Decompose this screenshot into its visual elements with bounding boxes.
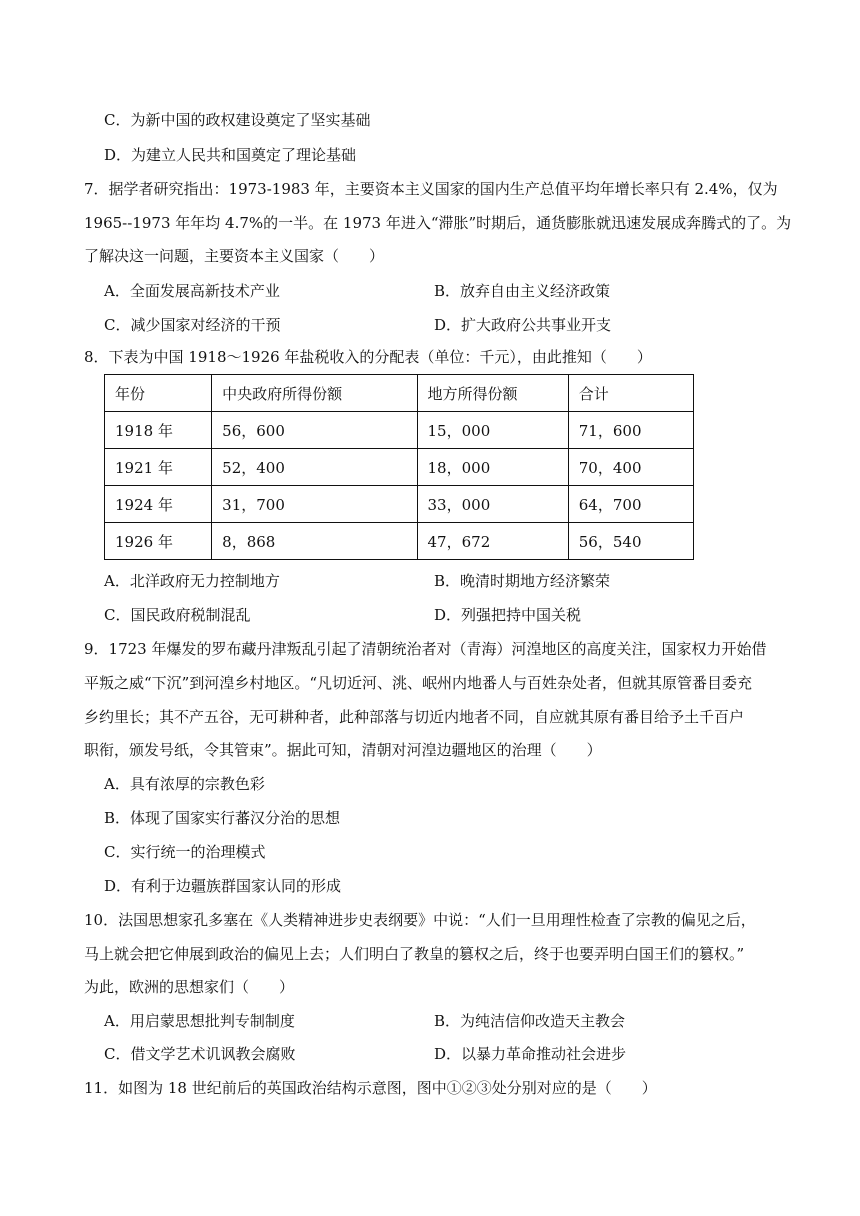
table-cell: 64，700 — [568, 486, 693, 523]
table-cell: 33，000 — [417, 486, 568, 523]
q7-option-c: C．减少国家对经济的干预 — [104, 316, 281, 334]
q7-stem-line-3: 了解决这一问题，主要资本主义国家（ ） — [84, 247, 385, 265]
table-cell: 1918 年 — [105, 412, 212, 449]
q9-option-d: D．有利于边疆族群国家认同的形成 — [104, 877, 342, 895]
table-cell: 15，000 — [417, 412, 568, 449]
table-row — [105, 523, 694, 560]
q10-option-c: C．借文学艺术讥讽教会腐败 — [104, 1045, 296, 1063]
table-header-row — [105, 375, 694, 412]
q8-option-a: A．北洋政府无力控制地方 — [104, 572, 280, 590]
table-header-central: 中央政府所得份额 — [212, 375, 417, 412]
table-cell: 47，672 — [417, 523, 568, 560]
q9-option-a: A．具有浓厚的宗教色彩 — [104, 775, 265, 793]
table-row — [105, 412, 694, 449]
table-cell: 71，600 — [568, 412, 693, 449]
q10-stem-line-3: 为此，欧洲的思想家们（ ） — [84, 978, 295, 996]
q10-option-a: A．用启蒙思想批判专制制度 — [104, 1012, 295, 1030]
table-cell: 56，540 — [568, 523, 693, 560]
q6-option-d: D．为建立人民共和国奠定了理论基础 — [104, 146, 357, 164]
q9-option-c: C．实行统一的治理模式 — [104, 843, 266, 861]
salt-tax-table — [104, 374, 694, 560]
q7-option-d: D．扩大政府公共事业开支 — [434, 316, 612, 334]
q10-stem-line-1: 10．法国思想家孔多塞在《人类精神进步史表纲要》中说：“人们一旦用理性检查了宗教的偏见之后， — [84, 911, 756, 929]
table-cell: 70，400 — [568, 449, 693, 486]
q9-stem-line-1: 9．1723 年爆发的罗布藏丹津叛乱引起了清朝统治者对（青海）河湟地区的高度关注，国家权力开始借 — [84, 640, 767, 658]
table-cell: 8，868 — [212, 523, 417, 560]
table-row — [105, 486, 694, 523]
table-header-total: 合计 — [568, 375, 693, 412]
q8-option-d: D．列强把持中国关税 — [434, 606, 582, 624]
table-cell: 56，600 — [212, 412, 417, 449]
q7-stem-line-1: 7．据学者研究指出：1973-1983 年，主要资本主义国家的国内生产总值平均年增长率只有 2.4%，仅为 — [84, 180, 778, 198]
table-cell: 52，400 — [212, 449, 417, 486]
table-cell: 18，000 — [417, 449, 568, 486]
table-cell: 1921 年 — [105, 449, 212, 486]
table-header-year: 年份 — [105, 375, 212, 412]
q10-option-b: B．为纯洁信仰改造天主教会 — [434, 1012, 626, 1030]
q7-option-b: B．放弃自由主义经济政策 — [434, 282, 611, 300]
q7-option-a: A．全面发展高新技术产业 — [104, 282, 280, 300]
q8-stem: 8．下表为中国 1918～1926 年盐税收入的分配表（单位：千元），由此推知（ ） — [84, 348, 652, 366]
q7-stem-line-2: 1965--1973 年年均 4.7%的一半。在 1973 年进入“滞胀”时期后，通货膨胀就迅速发展成奔腾式的了。为 — [84, 214, 792, 232]
q8-option-b: B．晚清时期地方经济繁荣 — [434, 572, 611, 590]
q6-option-c: C．为新中国的政权建设奠定了坚实基础 — [104, 111, 371, 129]
q8-option-c: C．国民政府税制混乱 — [104, 606, 251, 624]
table-cell: 31，700 — [212, 486, 417, 523]
q11-stem: 11．如图为 18 世纪前后的英国政治结构示意图，图中①②③处分别对应的是（ ） — [84, 1079, 657, 1097]
q10-stem-line-2: 马上就会把它伸展到政治的偏见上去；人们明白了教皇的篡权之后，终于也要弄明白国王们的篡权。” — [84, 945, 745, 963]
q9-option-b: B．体现了国家实行蕃汉分治的思想 — [104, 809, 341, 827]
q9-stem-line-4: 职衔，颁发号纸，令其管束”。据此可知，清朝对河湟边疆地区的治理（ ） — [84, 741, 602, 759]
table-header-local: 地方所得份额 — [417, 375, 568, 412]
q10-option-d: D．以暴力革命推动社会进步 — [434, 1045, 627, 1063]
table-cell: 1926 年 — [105, 523, 212, 560]
table-cell: 1924 年 — [105, 486, 212, 523]
q9-stem-line-3: 乡约里长；其不产五谷，无可耕种者，此种部落与切近内地者不同，自应就其原有番目给予土千百户 — [84, 708, 745, 726]
q9-stem-line-2: 平叛之威“下沉”到河湟乡村地区。“凡切近河、洮、岷州内地番人与百姓杂处者，但就其原管番目委充 — [84, 674, 753, 692]
table-row — [105, 449, 694, 486]
